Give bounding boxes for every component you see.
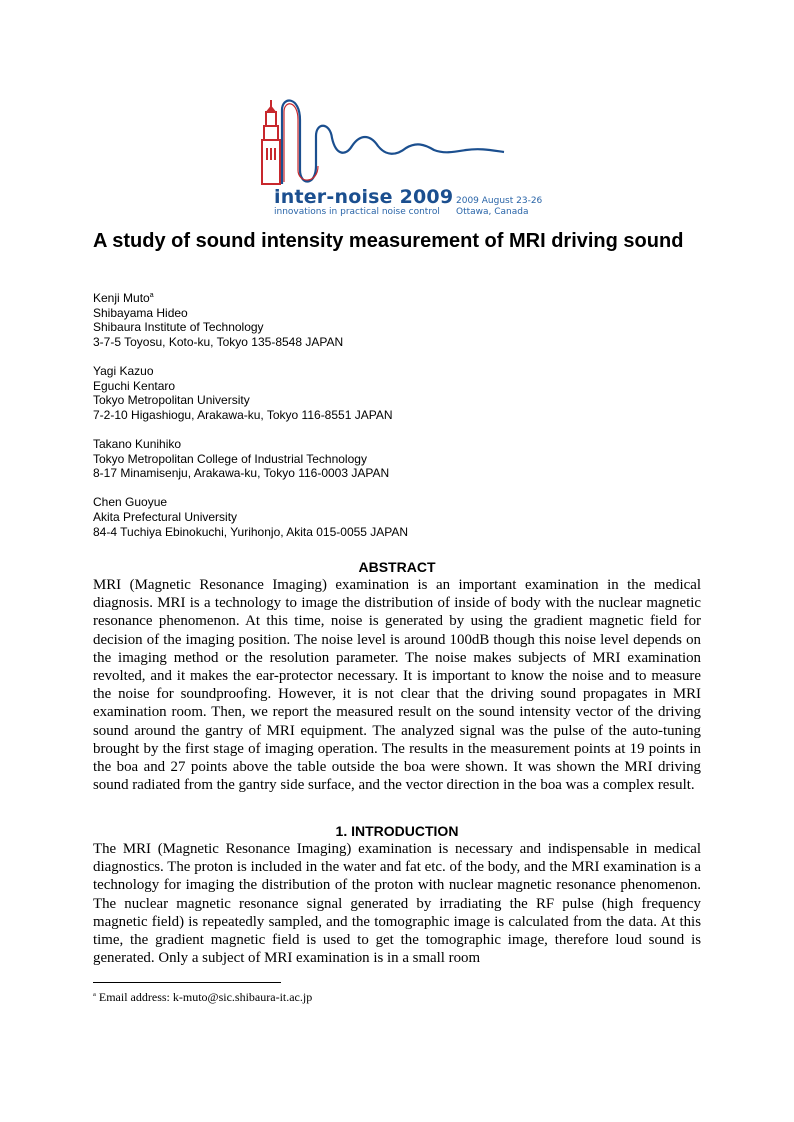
- author-address: 3-7-5 Toyosu, Koto-ku, Tokyo 135-8548 JAPAN: [93, 334, 344, 349]
- author-address: 84-4 Tuchiya Ebinokuchi, Yurihonjo, Akita 015-0055 JAPAN: [93, 524, 409, 539]
- footnote: [93, 990, 312, 1004]
- author-block: [93, 364, 713, 422]
- author-name: Chen Guoyue: [93, 495, 168, 510]
- introduction-text: The MRI (Magnetic Resonance Imaging) examination is necessary and indispensable in medical diagnostics. The proton is included in the water and fat etc. of the body, and the MRI examination is a technology for imaging the distribution of the proton with nuclear magnetic resonance phenomenon. The nuclear magnetic resonance signal generated by irradiating the RF pulse (high frequency magnetic field) is repeatedly sampled, and the tomographic image is calculated from the data. At this time, the gradient magnetic field is used to get the tomographic image, therefore loud sound is generated. Only a subject of MRI examination is in a small room: [93, 841, 701, 967]
- author-address: 7-2-10 Higashiogu, Arakawa-ku, Tokyo 116-8551 JAPAN: [93, 407, 393, 422]
- footnote-mark: a: [93, 991, 96, 998]
- tower-wave-icon: [258, 98, 548, 188]
- logo-tagline: innovations in practical noise control: [274, 207, 440, 217]
- author-affiliation: Tokyo Metropolitan College of Industrial Technology: [93, 451, 367, 466]
- author-affiliation: Akita Prefectural University: [93, 509, 238, 524]
- introduction-heading: 1. INTRODUCTION: [335, 823, 459, 839]
- conference-date: 2009 August 23-26: [456, 196, 543, 206]
- author-name: Shibayama Hideo: [93, 305, 188, 320]
- abstract-heading: ABSTRACT: [358, 559, 436, 575]
- footnote-mark: a: [149, 292, 154, 299]
- author-name: Takano Kunihiko: [93, 436, 182, 451]
- author-block: [93, 437, 713, 481]
- conference-logo: [258, 98, 548, 220]
- footnote-divider: [93, 982, 281, 983]
- footnote-text: Email address: k-muto@sic.shibaura-it.ac.jp: [98, 990, 313, 1004]
- author-affiliation: Shibaura Institute of Technology: [93, 320, 264, 335]
- author-block: [93, 495, 713, 539]
- author-block: [93, 291, 713, 349]
- author-name: Yagi Kazuo: [93, 363, 154, 378]
- author-name: Kenji Muto$^a$: [93, 291, 154, 305]
- author-list: [93, 291, 713, 554]
- author-name: Eguchi Kentaro: [93, 378, 176, 393]
- author-affiliation: Tokyo Metropolitan University: [93, 393, 250, 408]
- author-address: 8-17 Minamisenju, Arakawa-ku, Tokyo 116-0003 JAPAN: [93, 466, 390, 481]
- conference-place: Ottawa, Canada: [456, 207, 529, 217]
- paper-title: A study of sound intensity measurement of MRI driving sound: [93, 230, 684, 252]
- logo-wordmark: inter-noise 2009: [274, 186, 454, 208]
- abstract-text: MRI (Magnetic Resonance Imaging) examination is an important examination in the medical diagnosis. MRI is a technology to image the distribution of inside of body with the nuclear magnetic resonance phenomenon. At this time, noise is generated by using the gradient magnetic field for decision of the imaging position. The noise level is around 100dB though this noise level depends on the imaging method or the resolution parameter. The noise makes subjects of MRI examination revolted, and it makes the ear-protector necessary. It is important to know the noise and to measure the noise for soundproofing. However, it is not clear that the driving sound propagates in MRI examination room. Then, we report the measured result on the sound intensity vector of the driving sound around the gantry of MRI equipment. The analyzed signal was the pulse of the auto-tuning brought by the first stage of imaging operation. The results in the measurement points at 19 points in the boa and 27 points above the table outside the boa were shown. It was shown the MRI driving sound radiated from the gantry side surface, and the vector direction in the boa was a complex result.: [93, 577, 701, 794]
